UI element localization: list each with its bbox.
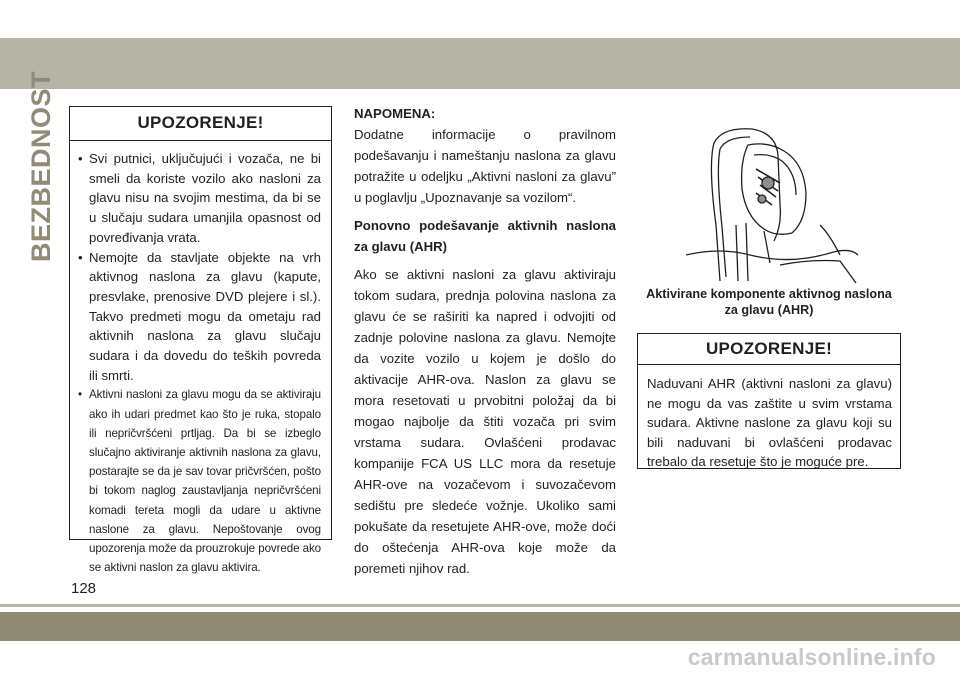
- figure-caption: Aktivirane komponente aktivnog naslona za glavu (AHR): [646, 287, 892, 317]
- watermark: carmanualsonline.info: [687, 644, 936, 670]
- warning-item: • Svi putnici, uključujući i vozača, ne bi smeli da koriste vozilo ako nasloni za glavu nisu na svojim mestima, da bi se u slučaju sudara umanjila opasnost od povređivanja vrata.: [89, 149, 321, 248]
- section-heading: Ponovno podešavanje aktivnih naslona za glavu (AHR): [354, 218, 616, 254]
- warning-text: Naduvani AHR (aktivni nasloni za glavu) ne mogu da vas zaštite u svim vrstama sudara. Aktivne naslone za glavu koji su bili naduvani bi ovlašćeni prodavac trebalo da resetuje što je moguće pre.: [647, 376, 892, 470]
- warning-title: UPOZORENJE!: [638, 334, 900, 365]
- warning-title: UPOZORENJE!: [70, 107, 331, 141]
- warning-item: • Nemojte da stavljate objekte na vrh aktivnog naslona za glavu (kapute, presvlake, prenosive DVD plejere i sl.). Takvo predmeti mogu da ometaju rad aktivnih naslona za glavu slučaju sudara i da dovedu do teških povreda ili smrti.: [89, 248, 321, 386]
- headrest-illustration: [680, 105, 860, 285]
- warning-box-2: [637, 333, 901, 469]
- bottom-rule: [0, 604, 960, 607]
- main-text-column: [354, 103, 616, 579]
- note-label: NAPOMENA:: [354, 106, 436, 121]
- section-body: Ako se aktivni nasloni za glavu aktiviraju tokom sudara, prednja polovina naslona za glavu će se raširiti ka napred i odvojiti od zadnje polovine naslona za glavu. Nemojte da vozite vozilo u kojem je došlo do aktivacije AHR-ova. Naslon za glavu se mora resetovati u prvobitni položaj da bi mogao najbolje da štiti vozača pri svim vrstama sudara. Ovlašćeni prodavac kompanije FCA US LLC mora da resetuje AHR-ove na vozačevom i suvozačevom sedištu pre sledeće vožnje. Ukoliko sami pokušate da resetujete AHR-ove, može doći do oštećenja AHR-ova koje može da poremeti njihov rad.: [354, 267, 616, 576]
- warning-list: [70, 141, 331, 577]
- warning-item: • Aktivni nasloni za glavu mogu da se aktiviraju ako ih udari predmet kao što je ruka, stopalo ili nepričvršćeni prtljag. Da bi se izbeglo slučajno aktiviranje aktivnih naslona za glavu, postarajte se da je sav tovar pričvršćen, pošto bi tokom naglog zaustavljanja nepričvršćeni komadi tereta mogli da udare u aktivne naslone za glavu. Nepoštovanje ovog upozorenja može da prouzrokuje povrede ako se aktivni naslon za glavu aktivira.: [89, 385, 321, 577]
- section-side-label: BEZBEDNOST: [26, 70, 56, 262]
- bottom-band: [0, 612, 960, 641]
- top-band: [0, 38, 960, 89]
- warning-box-1: [69, 106, 332, 575]
- note-text: Dodatne informacije o pravilnom podešavanju i nameštanju naslona za glavu potražite u odeljku „Aktivni nasloni za glavu” u poglavlju „Upoznavanje sa vozilom“.: [354, 127, 616, 205]
- page-number: 128: [71, 580, 97, 597]
